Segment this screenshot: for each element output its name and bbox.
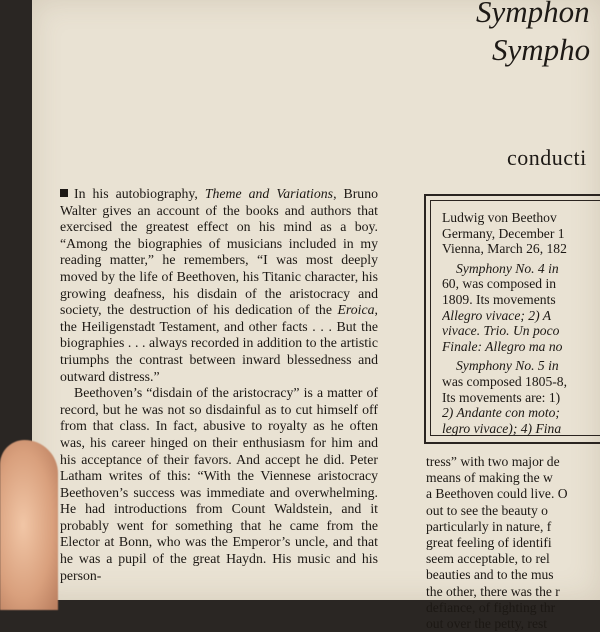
right-line: great feeling of identifi [426, 535, 552, 551]
liner-notes-right-column [426, 454, 600, 632]
program-box-text [442, 210, 600, 436]
bullet-square-icon [60, 189, 68, 197]
box-line: Symphony No. 4 in [456, 260, 559, 276]
box-line: 1809. Its movements [442, 291, 556, 307]
box-line: Its movements are: 1) [442, 389, 561, 405]
paragraph-aristocracy: Beethoven’s “disdain of the aristocracy” is a matter of record, but he was not so disdainful as to cut himself off from that class. In fact, abusive to royalty as he often was, his career hinged on their enthusiasm for him and his acceptance of their favors. And accept he did. Peter Latham writes of this: “With the Viennese aristocracy Beethoven’s success was immediate and overwhelming. He had introductions from Count Waldstein, and it probably went for something that he came from the Elector at Bonn, who was the Emperor’s uncle, and that he was a pupil of the great Haydn. His music and his person- [60, 385, 378, 583]
right-line: particularly in nature, f [426, 518, 552, 534]
box-line: Ludwig von Beethov [442, 210, 557, 225]
right-line: out to see the beauty o [426, 502, 548, 518]
right-line: out over the petty, rest [426, 616, 548, 632]
box-line: 2) Andante con moto; [442, 405, 560, 421]
right-line: the other, there was the r [426, 583, 560, 599]
thumb-in-frame [0, 440, 58, 610]
right-line: means of making the w [426, 470, 553, 486]
box-line: Symphony No. 5 in [456, 358, 559, 374]
right-line: a Beethoven could live. O [426, 486, 568, 502]
text-run: , Bruno Walter gives an account of the books and authors that exercised the greatest effect on his mind as a boy. “Among the biographies of musicians included in my reading matter,” he remembers, “I was most deeply moved by the life of Beethoven, his Titanic character, his growing deafness, his disdain of the aristocracy and society, the destruction of his dedication of the [60, 186, 379, 318]
box-line: Germany, December 1 [442, 225, 565, 241]
box-line: Vienna, March 26, 182 [442, 241, 567, 257]
header-title-line-2: Sympho [492, 32, 591, 67]
text-run: In his autobiography, [74, 186, 205, 201]
right-line: tress” with two major de [426, 454, 560, 469]
work-title: Eroica [337, 302, 375, 318]
header-title-line-1: Symphon [476, 0, 590, 29]
header-conductor-line: conducti [507, 145, 587, 170]
box-line: 60, was composed in [442, 276, 557, 292]
text-run: , the Heiligenstadt Testament, and other facts . . . But the biographies . . . always recorded in addition to the artistic triumphs the contrast between inward blessedness and outward distress.” [60, 302, 378, 384]
right-line: beauties and to the mus [426, 567, 554, 583]
box-line: was composed 1805-8, [442, 373, 567, 389]
right-line: seem acceptable, to rel [426, 551, 550, 567]
box-line: Finale: Allegro ma no [442, 338, 563, 354]
paragraph-intro [60, 186, 378, 385]
box-line: vivace. Trio. Un poco [442, 323, 560, 339]
book-title: Theme and Variations [204, 186, 334, 201]
liner-notes-left-column [60, 186, 378, 584]
box-line: legro vivace); 4) Fina [442, 420, 562, 436]
right-line: defiance, of fighting thr [426, 599, 556, 615]
box-line: Allegro vivace; 2) A [442, 307, 552, 323]
